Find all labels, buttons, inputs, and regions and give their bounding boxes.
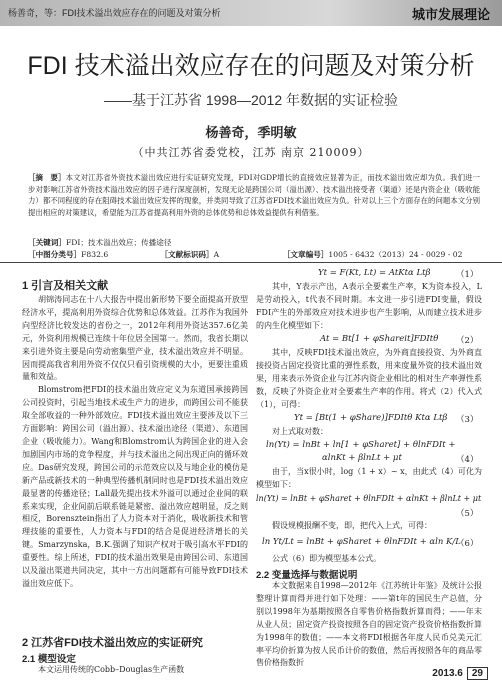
issue-label: 2013.6 — [432, 668, 463, 679]
paragraph: Blomstrom把FDI的技术溢出效应定义为东道国承接跨国公司投资时，引起当地技术或生产力的进步，而跨国公司不能获取全部收益的一种外部效应。FDI技术溢出效应主要涉及以下三方面影响：跨国公司（溢出源）、技术溢出途径（渠道）、东道国企业（吸收能力）。Wang和Blomstrom认为跨国企业的进入会加剧国内市场的竞争程度，并与技术溢出之间出现正向的循环效应。Das研究发现，跨国公司的示范效应以及与地企业的模仿是新产品或新技术的一种典型传播机制同时也是FDI技术溢出效应最显著的传播途径；Lall最先提出技术外溢可以通过企业间的联系来实现，企业间前后联系链是紧密、溢出效应越明显，反之则相反，Borensztein指出了人力资本对于消化，吸收新技术和管理技能的重要性，人力资本与FDI的结合是促进经济增长的关键。Smarzynska，B.K.强调了知识产权对于吸引高水平FDI的重要性。综上所述，FDI的技术溢出效果是由跨国公司、东道国以及溢出渠道共同决定，其中一方出问题都有可能导致FDI技术溢出效应低下。 — [22, 385, 248, 588]
section-heading-intro: 1 引言及相关文献 — [22, 280, 109, 292]
page-footer — [432, 667, 488, 680]
paragraph: 公式（6）即为模型基本公式。 — [272, 554, 382, 563]
equation-number: （1） — [456, 270, 479, 280]
section-heading-empirical: 2 江苏省FDI技术溢出效应的实证研究 — [22, 637, 203, 649]
subsection-heading-model: 2.1 模型设定 — [22, 654, 76, 665]
doc-code: A — [213, 250, 220, 259]
abstract-text: 本文对江苏省外资技术溢出效应进行实证研究发现，FDI对GDP增长的直接效应显著为正，而技术溢出效应却为负。我们进一步对影响江苏省外资技术溢出效应的因子进行深度剖析，发现无论是跨国公司（溢出源）、技术溢出接受者（渠道）还是内资企业（吸收能力）都不同程度的存在阻碍技术溢出效应发挥的现象，并类同导致了江苏省FDI技术溢出效应为负。针对以上三个方面存在的问题本文分别提出相应的对策建议，希望能为江苏省提高利用外资的总体优势和总体效益提供有利借鉴。 — [28, 173, 480, 217]
right-column-block-2 — [256, 347, 482, 412]
paragraph: 本文运用传统的Cobb–Douglas生产函数 — [38, 665, 185, 674]
equation-1: Yt = F(Kt, Lt) = AtKtα Ltβ — [318, 268, 431, 278]
article-label: ［文章编号］ — [282, 250, 329, 259]
equation-4-line-2: αlnKt + βlnLt + μt — [322, 453, 402, 463]
equation-number: （2） — [456, 336, 479, 346]
equation-4-line-1: ln(Yt) = lnBt + ln[1 + φSharet] + θlnFDIt + — [266, 440, 456, 450]
abstract — [28, 172, 480, 218]
paragraph: 胡锦涛同志在十八大报告中提出新形势下要全面提高开放型经济水平，提高利用外资综合优势和总体效益。江苏作为我国外向型经济比较发达的省份之一，2012年利用外资达357.6亿美元，外资利用规模已连续十年位居全国第一。然而，我省长期以来引进外资主要是向劳动密集型产业，技术溢出效应并不明显。因而提高我省利用外资不仅仅只看引资规模的大小，更要注重质量和效益。 — [22, 295, 248, 382]
equation-2: At = Bt[1 + φShareit]FDItθ — [320, 334, 439, 344]
paper-subtitle: ——基于江苏省 1998—2012 年数据的实证检验 — [103, 92, 399, 108]
paper-title: FDI 技术溢出效应存在的问题及对策分析 — [27, 52, 475, 80]
article-number: 1005 - 6432（2013）24 - 0029 - 02 — [328, 250, 463, 259]
keywords-text: FDI；技术溢出效应；传播途径 — [65, 238, 172, 247]
affiliation: （中共江苏省委党校，江苏 南京 210009） — [132, 146, 370, 159]
divider — [0, 262, 502, 263]
equation-number: （6） — [456, 539, 479, 549]
right-column-block-4 — [256, 466, 482, 492]
paragraph: 假设规模报酬不变，即，把代入上式，可得： — [272, 521, 432, 530]
equation-number: （5） — [456, 509, 479, 519]
authors: 杨善奇，季明敏 — [205, 125, 297, 140]
paragraph: 本文数据来自1998—2012年《江苏统计年鉴》及统计公报整理计算而得并进行如下处理：——第t年的国民生产总值，分别以1998年为基期按照各自零售价格指数折算而得；——年末从业人员；固定资产投资按照各自的固定资产投资价格指数折算为1998年的数值；——本文将FDI根据各年度人民币兑美元汇率平均价折算为按人民币计价的数值，然后再按照各年的商品零售价格指数折 — [256, 581, 482, 668]
equation-number: （4） — [456, 455, 479, 465]
paragraph: 由于，当x很小时，log（1 + x）~ x，由此式（4）可化为模型如下： — [256, 467, 482, 489]
right-column-block-6 — [256, 553, 482, 566]
section-name: 城市发展理论 — [411, 7, 490, 22]
right-column-block-1 — [256, 281, 482, 333]
equation-number: （3） — [456, 415, 479, 425]
equation-6: ln Yt/Lt = lnBt + φSharet + θlnFDIt + αln K/L — [262, 537, 461, 547]
paragraph: 对上式取对数： — [272, 427, 328, 436]
doc-label: ［文献标识码］ — [160, 250, 214, 259]
clc-code: F832.6 — [81, 250, 109, 259]
subsection-heading-variables: 2.2 变量选择与数据说明 — [256, 570, 358, 581]
page-number: 29 — [467, 667, 488, 680]
clc-label: ［中图分类号］ — [28, 250, 82, 259]
right-column-block-7 — [256, 580, 482, 668]
running-header — [0, 0, 502, 26]
running-header-title: 杨善奇，等：FDI技术溢出效应存在的问题及对策分析 — [8, 8, 221, 18]
left-column-tail — [22, 664, 248, 677]
classification-line — [28, 249, 480, 260]
equation-3: Yt = [Bt(1 + φShare)]FDItθ Ktα Ltβ — [294, 413, 448, 423]
abstract-label: ［摘 要］ — [28, 173, 66, 182]
left-column-body — [22, 294, 248, 591]
paragraph: 其中，反映FDI技术溢出效应，为外商直接投资、为外商直接投资占固定投资比重的弹性系数，用来度量外资的技术溢出效果，用来表示外资企业与江苏内资企业相比的相对生产率弹性系数，反映了外资企业对全要素生产率的作用。将式（2）代入式（1），可得： — [256, 348, 482, 409]
paragraph: 其中，Y表示产出，A表示全要素生产率，K为资本投入，L是劳动投入，t代表不同时期。本文进一步引进FDI变量，假设FDI产生的外部效应对技术进步也产生影响，从而建立技术进步的内生化模型如下： — [256, 282, 482, 330]
keywords-label: ［关键词］ — [28, 238, 66, 247]
equation-5: ln(Yt) = lnBt + φSharet + θlnFDIt + αlnKt + βlnLt + μt — [256, 494, 482, 503]
keywords — [28, 237, 171, 248]
right-column-block-3 — [256, 426, 482, 439]
right-column-block-5 — [256, 520, 482, 533]
